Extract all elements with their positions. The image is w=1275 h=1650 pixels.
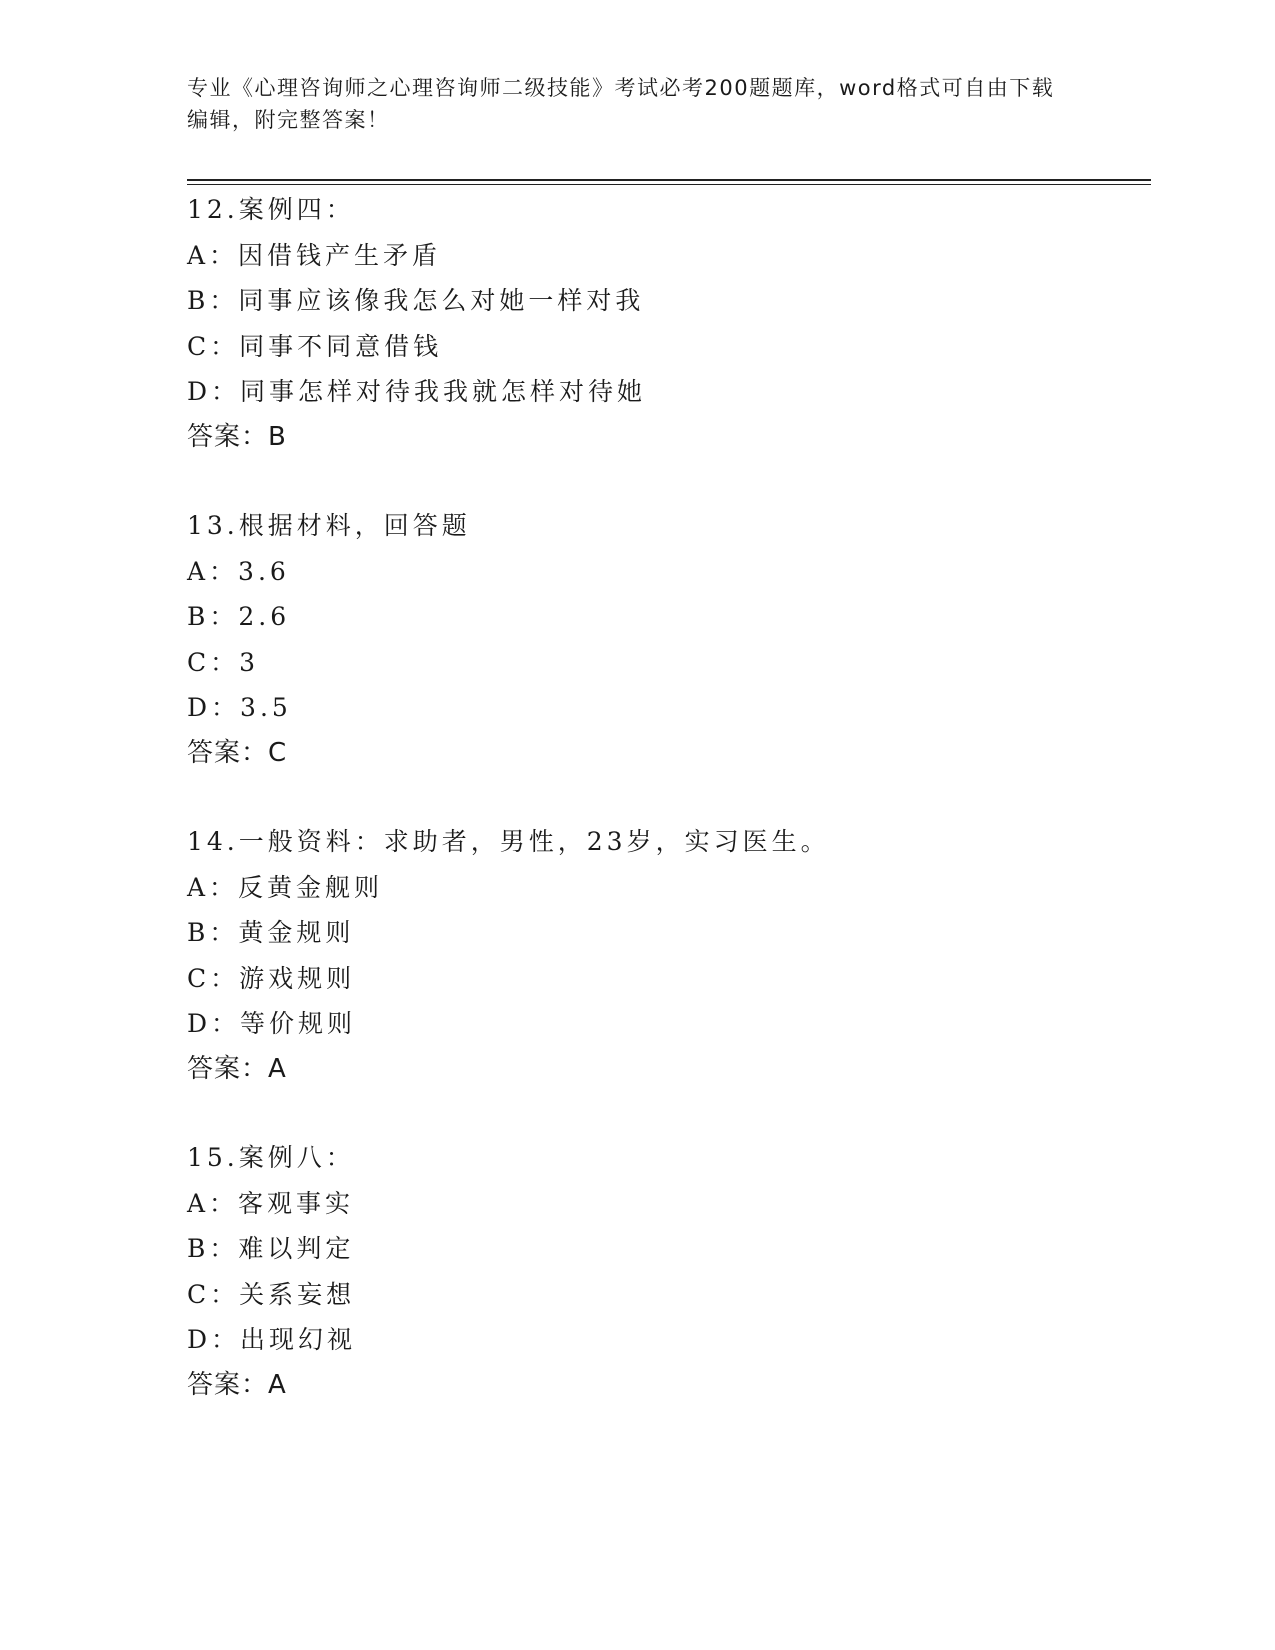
option-c: C：关系妄想 bbox=[187, 1279, 356, 1309]
option-d: D：同事怎样对待我我就怎样对待她 bbox=[187, 377, 647, 406]
header-divider-thick bbox=[187, 179, 1151, 181]
question-block-15 bbox=[187, 1135, 1147, 1408]
question-block-14 bbox=[187, 819, 1147, 1092]
answer-line: 答案：C bbox=[187, 737, 288, 768]
question-block-12 bbox=[187, 187, 1147, 460]
header-intro-text: 专业《心理咨询师之心理咨询师二级技能》考试必考200题题库，word格式可自由下载编辑，附完整答案！ bbox=[187, 76, 1055, 132]
option-d: D：3.5 bbox=[187, 693, 292, 722]
option-b: B：同事应该像我怎么对她一样对我 bbox=[187, 286, 645, 315]
question-stem: 12.案例四： bbox=[187, 195, 355, 224]
option-d: D：出现幻视 bbox=[187, 1325, 357, 1354]
answer-line: 答案：A bbox=[187, 1053, 287, 1084]
option-c: C：同事不同意借钱 bbox=[187, 331, 443, 361]
option-c: C：游戏规则 bbox=[187, 963, 356, 993]
answer-line: 答案：A bbox=[187, 1369, 287, 1400]
option-b: B：难以判定 bbox=[187, 1234, 355, 1263]
document-header bbox=[187, 72, 1067, 136]
option-b: B：黄金规则 bbox=[187, 918, 355, 947]
option-a: A：因借钱产生矛盾 bbox=[187, 240, 442, 270]
option-a: A：客观事实 bbox=[187, 1188, 355, 1218]
option-a: A：反黄金舰则 bbox=[187, 872, 384, 902]
question-list bbox=[187, 187, 1147, 1451]
answer-line: 答案：B bbox=[187, 421, 287, 452]
option-d: D：等价规则 bbox=[187, 1009, 357, 1038]
header-divider-thin bbox=[187, 184, 1151, 185]
option-c: C：3 bbox=[187, 647, 260, 677]
question-block-13 bbox=[187, 503, 1147, 776]
option-a: A：3.6 bbox=[187, 556, 290, 586]
question-stem: 15.案例八： bbox=[187, 1143, 355, 1172]
question-stem: 13.根据材料，回答题 bbox=[187, 511, 471, 540]
question-stem: 14.一般资料：求助者，男性，23岁，实习医生。 bbox=[187, 827, 830, 856]
option-b: B：2.6 bbox=[187, 602, 291, 631]
